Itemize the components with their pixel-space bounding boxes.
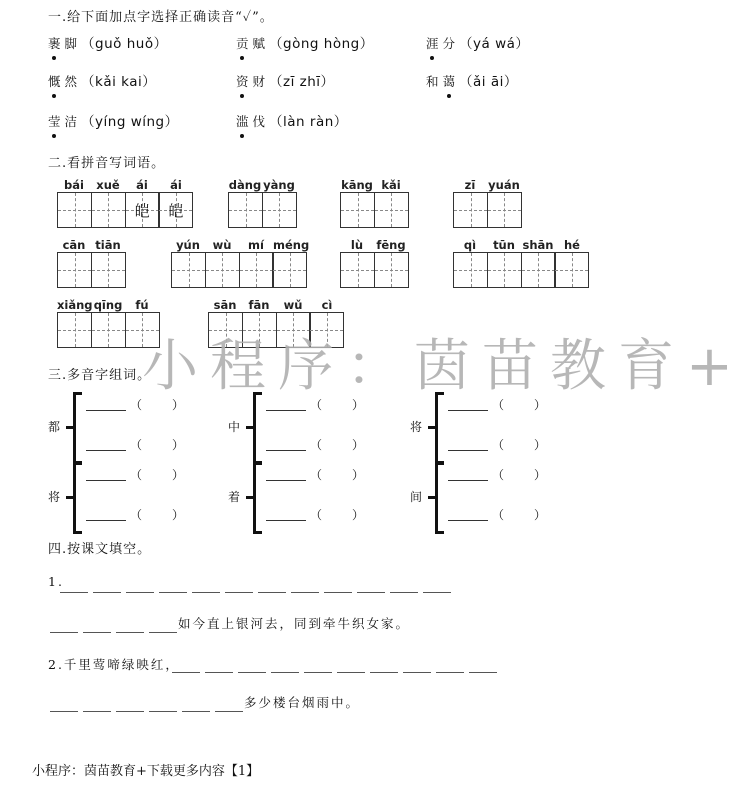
blank-segment[interactable] [337,672,365,673]
pinyin-row [340,238,409,252]
pronunciation-item[interactable] [48,110,179,130]
watermark: 小程序：茵苗教育+ [142,334,745,399]
pinyin-grid-group [453,178,522,228]
section4-title: 四.按课文填空。 [48,542,152,557]
pinyin-options[interactable]: （guǒ huǒ） [81,36,168,52]
polyphone-char: 中 [228,420,241,434]
dotted-char: 莹 [48,114,61,129]
word-blank-2[interactable] [86,520,126,521]
word-blank-1[interactable] [86,480,126,481]
word-blank-1[interactable] [448,480,488,481]
pinyin-row [453,238,589,252]
q2-blanks-line1[interactable] [172,672,497,673]
blank-segment[interactable] [469,672,497,673]
tianzige-row [57,252,126,288]
blank-segment[interactable] [215,711,243,712]
blank-segment[interactable] [423,592,451,593]
blank-segment[interactable] [172,672,200,673]
writing-cell[interactable] [453,192,488,228]
blank-segment[interactable] [225,592,253,593]
pinyin-paren-open-1[interactable]: （ [130,398,143,412]
pinyin-options[interactable]: （yíng wíng） [81,114,179,130]
pinyin-paren-close-1: ） [352,468,365,482]
dotted-char: 蔼 [442,74,456,89]
blank-segment[interactable] [83,711,111,712]
word-blank-1[interactable] [266,480,306,481]
pinyin-label: cān [62,238,86,252]
tianzige-row [228,192,297,228]
pinyin-paren-close-1: ） [172,398,185,412]
pinyin-paren-close-1: ） [352,398,365,412]
pinyin-label: cì [321,298,333,312]
blank-segment[interactable] [271,672,299,673]
pinyin-row [228,178,297,192]
pronunciation-item[interactable] [426,70,518,90]
pinyin-paren-close-1: ） [534,468,547,482]
pinyin-label: shān [522,238,554,252]
pinyin-paren-open-1[interactable]: （ [130,468,143,482]
blank-segment[interactable] [149,711,177,712]
writing-cell[interactable] [57,192,92,228]
writing-cell[interactable] [340,252,375,288]
blank-segment[interactable] [50,632,78,633]
char: 洁 [64,114,78,129]
pinyin-paren-open-2[interactable]: （ [130,438,143,452]
writing-cell[interactable] [125,192,160,228]
polyphone-group [228,392,388,464]
tianzige-row [453,192,522,228]
q2-blanks-line2[interactable] [50,711,243,712]
cell-char: 皑 [168,202,184,220]
polyphone-group [410,392,570,464]
pinyin-paren-open-2[interactable]: （ [492,508,505,522]
pinyin-label: yuán [488,178,520,192]
pinyin-paren-close-1: ） [534,398,547,412]
char: 然 [64,74,78,89]
pinyin-label: ái [170,178,182,192]
blank-segment[interactable] [390,592,418,593]
pinyin-paren-close-2: ） [352,508,365,522]
dotted-char: 涯 [426,36,439,51]
blank-segment[interactable] [149,632,177,633]
pinyin-label: lù [350,238,364,252]
blank-segment[interactable] [50,711,78,712]
pinyin-paren-open-1[interactable]: （ [310,468,323,482]
char: 伐 [252,114,266,129]
blank-segment[interactable] [116,711,144,712]
pinyin-label: xiǎng [57,298,93,312]
bracket-icon [73,392,82,464]
writing-cell[interactable] [340,192,375,228]
char: 和 [426,74,439,89]
blank-segment[interactable] [93,592,121,593]
dotted-char: 资 [236,74,249,89]
pinyin-options[interactable]: （yá wá） [459,36,530,52]
blank-segment[interactable] [258,592,286,593]
polyphone-char: 将 [410,420,423,434]
pronunciation-item[interactable] [48,70,156,90]
pinyin-paren-close-2: ） [172,508,185,522]
pronunciation-item[interactable] [426,32,529,52]
char: 赋 [252,36,266,51]
polyphone-char: 间 [410,490,423,504]
word-blank-2[interactable] [86,450,126,451]
blank-segment[interactable] [126,592,154,593]
char: 财 [252,74,266,89]
pinyin-options[interactable]: （zī zhī） [269,74,335,90]
pinyin-label: wǔ [283,298,303,312]
polyphone-group [228,462,388,534]
cell-char: 皑 [134,202,150,220]
bracket-icon [253,462,262,534]
word-blank-1[interactable] [266,410,306,411]
word-blank-1[interactable] [448,410,488,411]
polyphone-group [410,462,570,534]
pinyin-label: fēng [376,238,406,252]
pinyin-label: bái [64,178,84,192]
tianzige-row [453,252,589,288]
pinyin-row [453,178,522,192]
blank-segment[interactable] [403,672,431,673]
blank-segment[interactable] [324,592,352,593]
bracket-icon [253,392,262,464]
writing-cell[interactable] [91,252,126,288]
tianzige-row [171,252,307,288]
pinyin-row [171,238,310,252]
pinyin-options[interactable]: （gòng hòng） [269,36,374,52]
blank-segment[interactable] [205,672,233,673]
pinyin-options[interactable]: （kǎi kai） [81,74,157,90]
tianzige-row [57,192,193,228]
pinyin-grid-group [340,238,409,288]
pinyin-options[interactable]: （làn ràn） [269,114,348,130]
pinyin-label: mí [248,238,264,252]
dotted-char: 裹 [48,36,61,51]
polyphone-group [48,392,208,464]
pinyin-paren-close-2: ） [534,438,547,452]
char: 脚 [64,36,78,51]
pinyin-paren-open-2[interactable]: （ [130,508,143,522]
pinyin-paren-open-2[interactable]: （ [492,438,505,452]
tianzige-row [340,192,409,228]
writing-cell[interactable] [57,312,92,348]
writing-cell[interactable] [158,192,193,228]
pinyin-label: fān [248,298,270,312]
pinyin-label: méng [273,238,310,252]
pinyin-label: zī [464,178,476,192]
blank-segment[interactable] [357,592,385,593]
pinyin-grid-group [171,238,310,288]
pinyin-grid-group [228,178,297,228]
blank-segment[interactable] [192,592,220,593]
bracket-icon [435,392,444,464]
writing-cell[interactable] [487,192,522,228]
pinyin-grid-group [57,178,193,228]
bracket-icon [73,462,82,534]
polyphone-char: 将 [48,490,61,504]
q1-label: 1. [48,574,64,589]
writing-cell[interactable] [91,192,126,228]
section1-title: 一.给下面加点字选择正确读音“✓”。 [48,10,274,25]
writing-cell[interactable] [272,252,307,288]
pinyin-label: sān [213,298,237,312]
writing-cell[interactable] [239,252,274,288]
pinyin-label: qīng [93,298,123,312]
pinyin-label: hé [564,238,580,252]
pinyin-paren-close-2: ） [352,438,365,452]
word-blank-2[interactable] [448,450,488,451]
blank-segment[interactable] [436,672,464,673]
writing-cell[interactable] [91,312,126,348]
pinyin-label: kāng [341,178,373,192]
dotted-char: 慨 [48,74,61,89]
dotted-char: 贡 [236,36,249,51]
char: 分 [442,36,456,51]
pronunciation-item[interactable] [236,70,335,90]
writing-cell[interactable] [374,192,409,228]
blank-segment[interactable] [304,672,332,673]
polyphone-char: 着 [228,490,241,504]
pinyin-paren-close-2: ） [172,438,185,452]
pinyin-row [340,178,409,192]
word-blank-2[interactable] [266,450,306,451]
pronunciation-item[interactable] [236,32,374,52]
blank-segment[interactable] [238,672,266,673]
tianzige-row [340,252,409,288]
writing-cell[interactable] [453,252,488,288]
pinyin-grid-group [453,238,589,288]
writing-cell[interactable] [554,252,589,288]
blank-segment[interactable] [370,672,398,673]
footer-text: 小程序：茵苗教育+下载更多内容【1】 [32,764,260,779]
pinyin-grid-group [57,238,126,288]
dotted-char: 滥 [236,114,249,129]
pronunciation-item[interactable] [236,110,348,130]
blank-segment[interactable] [83,632,111,633]
bracket-icon [435,462,444,534]
pinyin-row [57,298,160,312]
pinyin-label: yún [176,238,200,252]
pinyin-label: xuě [96,178,120,192]
word-blank-2[interactable] [448,520,488,521]
pinyin-label: tiān [95,238,121,252]
pinyin-label: fú [135,298,149,312]
pinyin-paren-open-2[interactable]: （ [310,438,323,452]
pinyin-label: qì [463,238,477,252]
writing-cell[interactable] [171,252,206,288]
q2-tail-text: 多少楼台烟雨中。 [244,695,361,710]
pinyin-paren-open-1[interactable]: （ [492,468,505,482]
writing-cell[interactable] [205,252,240,288]
q1-blanks-line1[interactable] [60,592,451,593]
pinyin-paren-open-1[interactable]: （ [492,398,505,412]
pinyin-paren-open-2[interactable]: （ [310,508,323,522]
pinyin-label: dàng [228,178,262,192]
q1-blanks-line2[interactable] [50,632,177,633]
blank-segment[interactable] [159,592,187,593]
pinyin-row [57,178,193,192]
pinyin-label: yàng [263,178,295,192]
pinyin-row [57,238,126,252]
section2-title: 二.看拼音写词语。 [48,156,166,171]
pinyin-paren-open-1[interactable]: （ [310,398,323,412]
writing-cell[interactable] [262,192,297,228]
pinyin-label: wù [212,238,232,252]
pinyin-row [208,298,344,312]
pronunciation-item[interactable] [48,32,168,52]
writing-cell[interactable] [57,252,92,288]
pinyin-paren-close-2: ） [534,508,547,522]
pinyin-label: tūn [493,238,515,252]
writing-cell[interactable] [521,252,556,288]
pinyin-grid-group [340,178,409,228]
pinyin-label: kǎi [381,178,401,192]
blank-segment[interactable] [60,592,88,593]
polyphone-group [48,462,208,534]
word-blank-2[interactable] [266,520,306,521]
q2-label: 2.千里莺啼绿映红， [48,657,180,672]
writing-cell[interactable] [487,252,522,288]
polyphone-char: 都 [48,420,61,434]
section3-title: 三.多音字组词。 [48,368,152,383]
q1-tail-text: 如今直上银河去，同到牵牛织女家。 [178,616,411,631]
blank-segment[interactable] [182,711,210,712]
writing-cell[interactable] [374,252,409,288]
blank-segment[interactable] [116,632,144,633]
pinyin-paren-close-1: ） [172,468,185,482]
blank-segment[interactable] [291,592,319,593]
word-blank-1[interactable] [86,410,126,411]
pinyin-options[interactable]: （ǎi āi） [459,74,518,90]
writing-cell[interactable] [228,192,263,228]
pinyin-label: ái [136,178,148,192]
